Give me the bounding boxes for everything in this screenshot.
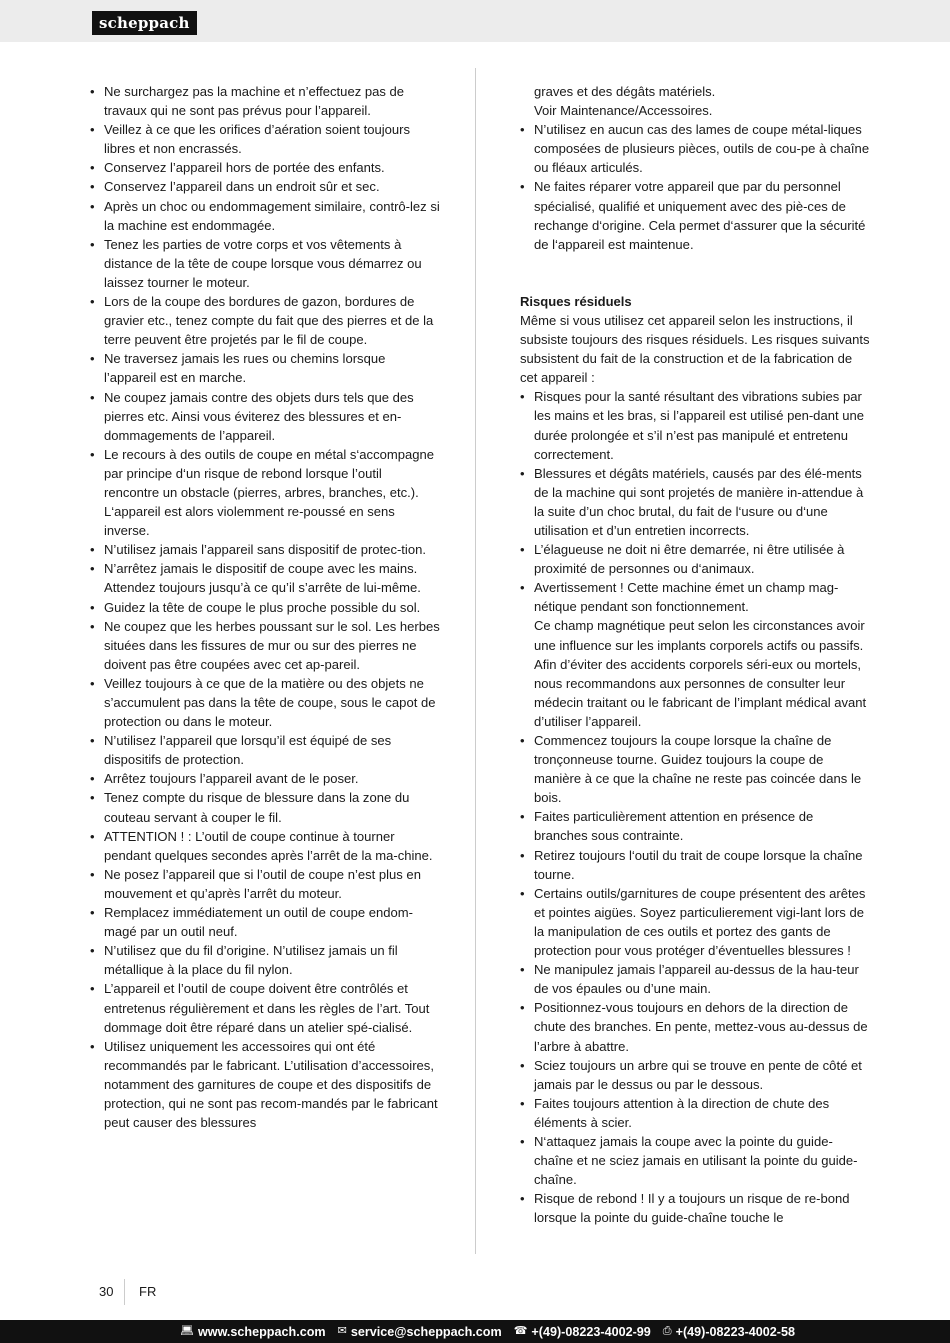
fax-contact	[663, 1325, 795, 1339]
list-item-warning	[520, 578, 870, 731]
continued-line: Voir Maintenance/Accessoires.	[534, 103, 713, 119]
contact-list	[180, 1320, 795, 1343]
language-code: FR	[139, 1284, 157, 1299]
list-item: • N’utilisez l’appareil que lorsqu’il est équipé de ses dispositifs de protection.	[90, 731, 440, 769]
list-item: • Ne manipulez jamais l’appareil au-dessus de la hau-teur de vos épaules ou d’une main.	[520, 960, 870, 998]
list-item: • Tenez compte du risque de blessure dans la zone du couteau servant à couper le fil.	[90, 788, 440, 826]
list-item: • Lors de la coupe des bordures de gazon, bordures de gravier etc., tenez compte du fait que des pierres et de la terre peuvent être projetés par le fil de coupe.	[90, 292, 440, 349]
list-item: • Ne traversez jamais les rues ou chemins lorsque l’appareil est en marche.	[90, 349, 440, 387]
list-item: • Après un choc ou endommagement similaire, contrô-lez si la machine est endommagée.	[90, 197, 440, 235]
section-intro: Même si vous utilisez cet appareil selon les instructions, il subsiste toujours des risques résiduels. Les risques suivants subsistent du fait de la construction et de la fabrication de cet appareil :	[520, 312, 870, 386]
list-item: • L’élagueuse ne doit ni être demarrée, ni être utilisée à proximité de personnes ou d‘animaux.	[520, 540, 870, 578]
warning-line: Ce champ magnétique peut selon les circonstances avoir une influence sur les implants corporels actifs ou passifs. Afin d’éviter des accidents corporels séri-eux ou mortels, nous recommandons aux personnes de consulter leur médecin traitant ou le fabricant de l’implant médical avant d’utiliser l’appareil.	[534, 618, 867, 729]
list-item: • L’appareil et l’outil de coupe doivent être contrôlés et entretenus régulièrement et dans les règles de l’art. Tout dommage doit être réparé dans un atelier spé-cialisé.	[90, 979, 440, 1036]
list-item: • Veillez à ce que les orifices d’aération soient toujours libres et non encrassés.	[90, 120, 440, 158]
website-link[interactable]: www.scheppach.com	[197, 1324, 326, 1339]
list-item: • N‘attaquez jamais la coupe avec la pointe du guide-chaîne et ne sciez jamais en utilisant la pointe du guide-chaîne.	[520, 1132, 870, 1189]
list-item: • Ne coupez jamais contre des objets durs tels que des pierres etc. Ainsi vous éviterez des blessures et en-dommagements de l’appareil.	[90, 388, 440, 445]
list-item: • Commencez toujours la coupe lorsque la chaîne de tronçonneuse tourne. Guidez toujours la coupe de manière à ce que la chaîne ne reste pas coincée dans le bois.	[520, 731, 870, 807]
warning-line: • Avertissement ! Cette machine émet un champ mag-nétique pendant son fonctionnement.	[534, 580, 839, 615]
list-item: • Positionnez-vous toujours en dehors de la direction de chute des branches. En pente, mettez-vous au-dessus de l’arbre à abattre.	[520, 998, 870, 1055]
list-item: • Faites particulièrement attention en présence de branches sous contrainte.	[520, 807, 870, 845]
list-item: • N’utilisez que du fil d’origine. N’utilisez jamais un fil métallique à la place du fil nylon.	[90, 941, 440, 979]
list-item: • Remplacez immédiatement un outil de coupe endom-magé par un outil neuf.	[90, 903, 440, 941]
email-link[interactable]: service@scheppach.com	[350, 1324, 502, 1339]
scheppach-logo: scheppach	[92, 11, 197, 35]
fax-number: +(49)-08223-4002-58	[675, 1324, 795, 1339]
list-item: • Risque de rebond ! Il y a toujours un risque de re-bond lorsque la pointe du guide-chaîne touche le	[520, 1189, 870, 1227]
continued-text	[520, 82, 870, 120]
list-item: • Le recours à des outils de coupe en métal s‘accompagne par principe d‘un risque de rebond lorsque l’outil rencontre un obstacle (pierres, arbres, branches, etc.). L‘appareil est alors violemment re-poussé en sens inverse.	[90, 445, 440, 540]
left-column	[90, 82, 440, 1132]
list-item: • Blessures et dégâts matériels, causés par des élé-ments de la machine qui sont projetés de manière in-attendue à la suite d’un choc brutal, du fait de l‘usure ou d‘une utilisation et d’un entretien incorrects.	[520, 464, 870, 540]
list-item: • Ne coupez que les herbes poussant sur le sol. Les herbes situées dans les fissures de mur ou sur des pierres ne doivent pas être coupées avec cet ap-pareil.	[90, 617, 440, 674]
list-item: • Faites toujours attention à la direction de chute des éléments à scier.	[520, 1094, 870, 1132]
list-item: • N’arrêtez jamais le dispositif de coupe avec les mains. Attendez toujours jusqu’à ce qu’il s’arrête de lui-même.	[90, 559, 440, 597]
list-item: • Conservez l’appareil hors de portée des enfants.	[90, 158, 440, 177]
page-number: 30	[99, 1284, 114, 1299]
residual-risks-list	[520, 387, 870, 731]
list-item: • Veillez toujours à ce que de la matière ou des objets ne s’accumulent pas dans la tête de coupe, sous le capot de protection ou dans le moteur.	[90, 674, 440, 731]
list-item: • Ne faites réparer votre appareil que par du personnel spécialisé, qualifié et uniquement avec des piè-ces de rechange d‘origine. Cela permet d‘assurer que la sécurité de l‘appareil est maintenue.	[520, 177, 870, 253]
website-contact[interactable]	[180, 1325, 326, 1339]
list-item: • Guidez la tête de coupe le plus proche possible du sol.	[90, 598, 440, 617]
list-item: • Arrêtez toujours l’appareil avant de le poser.	[90, 769, 440, 788]
list-item: • N’utilisez en aucun cas des lames de coupe métal-liques composées de plusieurs pièces, outils de cou-pe à chaîne ou fléaux articulés.	[520, 120, 870, 177]
right-column	[520, 82, 870, 1227]
list-item: • Risques pour la santé résultant des vibrations subies par les mains et les bras, si l’appareil est utilisé pen-dant une durée prolongée et s’il n’est pas manipulé et entretenu correctement.	[520, 387, 870, 463]
email-contact[interactable]	[338, 1325, 502, 1339]
residual-risks-list-end	[520, 731, 870, 1227]
safety-instructions-list-continued	[520, 120, 870, 254]
phone-contact[interactable]	[514, 1325, 651, 1339]
phone-number[interactable]: +(49)-08223-4002-99	[531, 1324, 651, 1339]
footer-divider	[124, 1279, 125, 1305]
column-divider	[475, 68, 476, 1254]
header-bar	[0, 0, 950, 42]
telephone-icon: ☎	[513, 1325, 528, 1337]
list-item: • Ne posez l’appareil que si l’outil de coupe n’est plus en mouvement et qu’après l’arrêt du moteur.	[90, 865, 440, 903]
envelope-icon: ✉	[337, 1325, 347, 1337]
contact-bar	[0, 1320, 950, 1343]
laptop-icon: 💻︎	[180, 1325, 194, 1337]
safety-instructions-list	[90, 82, 440, 1132]
list-item: • Utilisez uniquement les accessoires qui ont été recommandés par le fabricant. L’utilisation d’accessoires, notamment des garnitures de coupe et des dispositifs de protection, qui ne sont pas recom-mandés par le fabricant peut causer des blessures	[90, 1037, 440, 1132]
list-item: • Certains outils/garnitures de coupe présentent des arêtes et pointes aigües. Soyez particulierement vigi-lant lors de la manipulation de ces outils et portez des gants de protection pour vous protéger d’éventuelles blessures !	[520, 884, 870, 960]
list-item: • Sciez toujours un arbre qui se trouve en pente de côté et jamais par le dessus ou par le dessous.	[520, 1056, 870, 1094]
list-item: • Conservez l’appareil dans un endroit sûr et sec.	[90, 177, 440, 196]
list-item: • N’utilisez jamais l’appareil sans dispositif de protec-tion.	[90, 540, 440, 559]
list-item: • Retirez toujours l‘outil du trait de coupe lorsque la chaîne tourne.	[520, 846, 870, 884]
list-item: • ATTENTION ! : L’outil de coupe continue à tourner pendant quelques secondes après l’arrêt de la ma-chine.	[90, 827, 440, 865]
section-title: Risques résiduels	[520, 293, 632, 309]
list-item: • Tenez les parties de votre corps et vos vêtements à distance de la tête de coupe lorsque vous démarrez ou laissez tourner le moteur.	[90, 235, 440, 292]
list-item: • Ne surchargez pas la machine et n’effectuez pas de travaux qui ne sont pas prévus pour l’appareil.	[90, 82, 440, 120]
fax-icon: ⎙	[662, 1325, 672, 1337]
continued-line: graves et des dégâts matériels.	[534, 84, 716, 99]
